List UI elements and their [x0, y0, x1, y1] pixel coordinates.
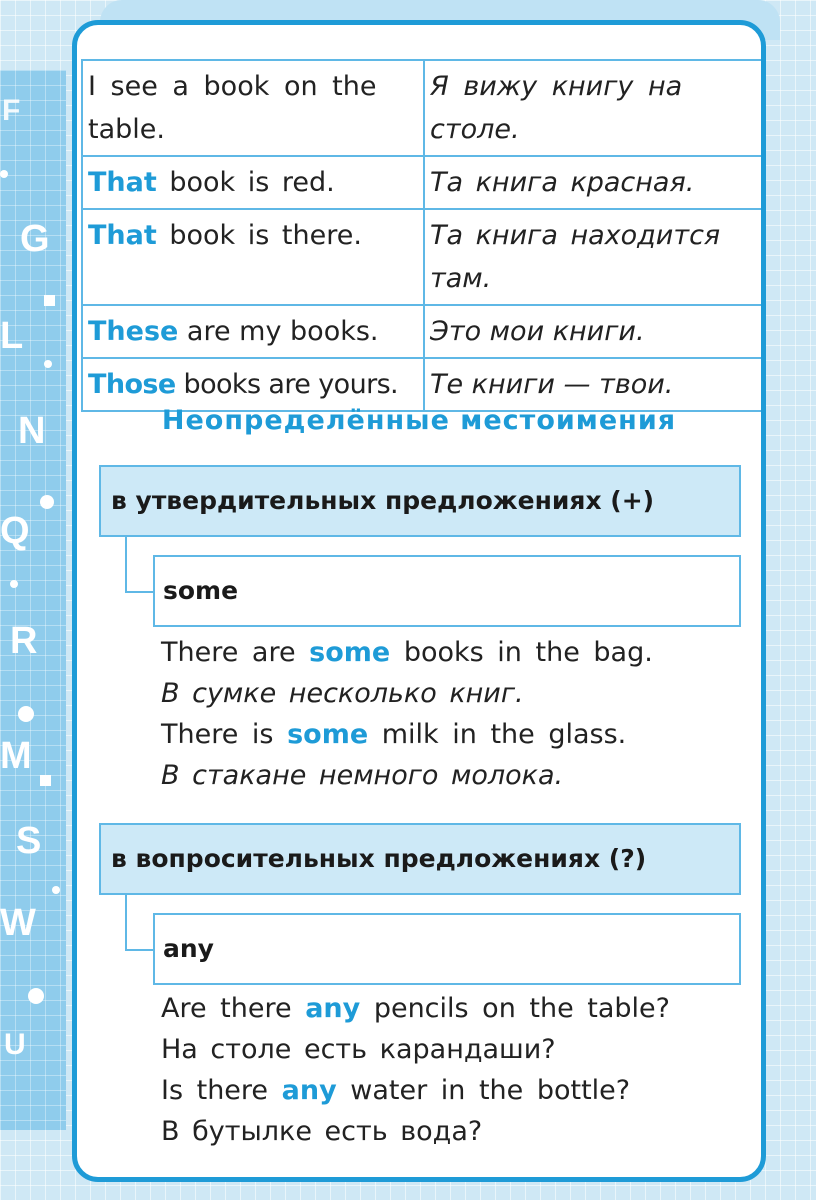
english-cell: Those books are yours. [82, 358, 424, 411]
strip-letter: S [16, 820, 42, 862]
highlight-word: any [305, 993, 361, 1024]
highlight-word: These [88, 316, 179, 347]
strip-dot [10, 580, 18, 588]
tree-connector [125, 537, 153, 593]
example-sentence: Are there any pencils on the table? [161, 993, 670, 1024]
example-translation: В сумке несколько книг. [161, 678, 524, 709]
strip-letter: U [4, 1028, 26, 1061]
table-row [82, 156, 766, 209]
strip-letter: M [0, 735, 32, 777]
russian-cell: Та книга находится там. [424, 209, 766, 305]
highlight-word: That [88, 220, 157, 251]
table-row [82, 358, 766, 411]
strip-dot [0, 170, 8, 178]
strip-letter: L [0, 315, 24, 357]
english-cell: I see a book on the table. [82, 60, 424, 156]
strip-dot [28, 988, 44, 1004]
highlight-word: any [281, 1075, 337, 1106]
strip-dot [44, 360, 52, 368]
decorative-letter-strip [0, 70, 66, 1130]
table-row [82, 305, 766, 358]
strip-letter: G [20, 218, 50, 260]
english-cell: These are my books. [82, 305, 424, 358]
highlight-word: some [309, 637, 391, 668]
russian-cell: Я вижу книгу на столе. [424, 60, 766, 156]
english-cell: That book is red. [82, 156, 424, 209]
russian-cell: Та книга красная. [424, 156, 766, 209]
example-sentence: Is there any water in the bottle? [161, 1075, 631, 1106]
table-row [82, 209, 766, 305]
strip-dot [18, 706, 34, 722]
strip-letter: W [0, 902, 36, 944]
strip-square [40, 775, 51, 786]
card-header [83, 31, 755, 59]
example-sentence: There is some milk in the glass. [161, 719, 627, 750]
table-row [82, 60, 766, 156]
category-box-interrogative: в вопросительных предложениях (?) [99, 823, 741, 895]
highlight-word: some [287, 719, 369, 750]
demonstratives-table [81, 59, 766, 412]
strip-letter: F [2, 94, 21, 127]
example-sentence: There are some books in the bag. [161, 637, 653, 668]
highlight-word: Those [88, 369, 176, 400]
strip-letter: R [10, 620, 38, 662]
tree-connector [125, 895, 153, 951]
english-cell: That book is there. [82, 209, 424, 305]
strip-letter: N [18, 410, 46, 452]
example-translation: В стакане немного молока. [161, 760, 564, 791]
russian-cell: Это мои книги. [424, 305, 766, 358]
example-translation: На столе есть карандаши? [161, 1034, 556, 1065]
russian-cell: Те книги — твои. [424, 358, 766, 411]
word-box-some: some [153, 555, 741, 627]
strip-dot [52, 886, 60, 894]
strip-dot [40, 495, 54, 509]
category-box-affirmative: в утвердительных предложениях (+) [99, 465, 741, 537]
section-title: Неопределённые местоимения [161, 405, 677, 436]
example-translation: В бутылке есть вода? [161, 1116, 483, 1147]
highlight-word: That [88, 167, 157, 198]
word-box-any: any [153, 913, 741, 985]
strip-letter: Q [0, 510, 30, 552]
grammar-card [72, 20, 766, 1182]
strip-square [44, 295, 55, 306]
